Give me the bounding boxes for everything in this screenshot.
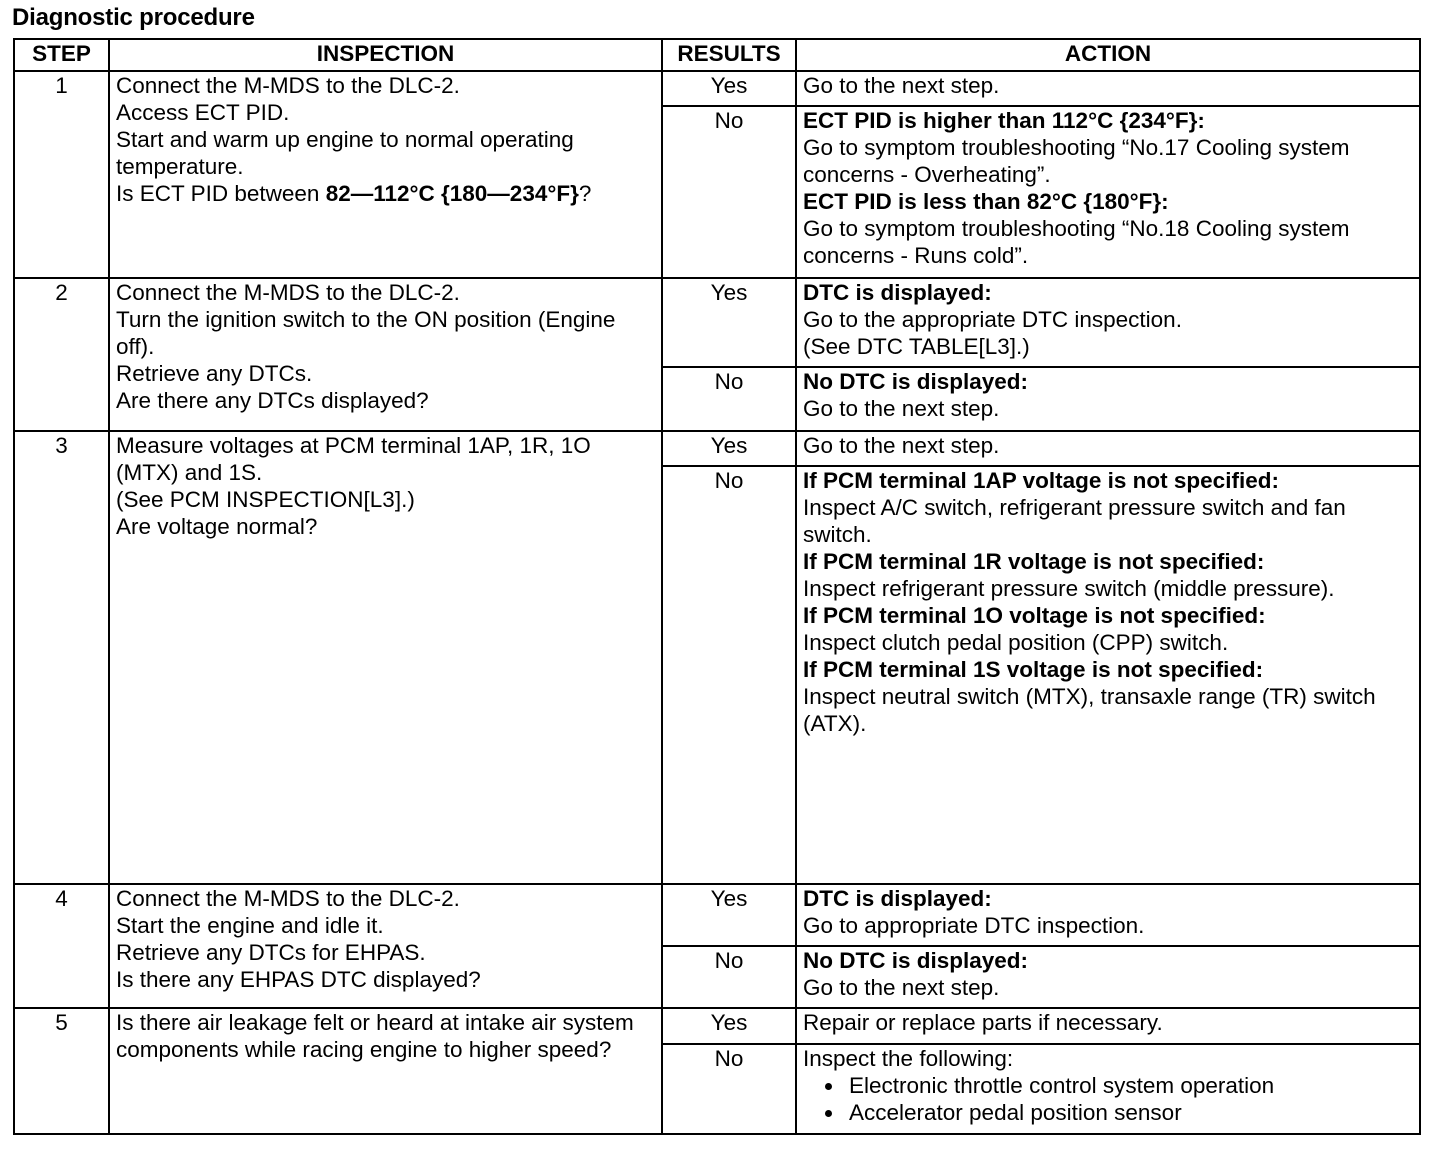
- diagnostic-procedure-table: [13, 38, 1421, 1135]
- action-text: Go to symptom troubleshooting “No.18 Cooling system concerns - Runs cold”.: [803, 216, 1350, 269]
- inspection-line: Connect the M-MDS to the DLC-2.: [116, 885, 460, 911]
- inspection-line: Start the engine and idle it.: [116, 912, 384, 938]
- inspection-cell: [109, 71, 662, 278]
- result-yes: Yes: [662, 71, 796, 106]
- inspection-cell: [109, 278, 662, 431]
- action-cell: Go to the next step.: [796, 431, 1420, 466]
- page-title: Diagnostic procedure: [12, 4, 255, 31]
- action-text: Inspect neutral switch (MTX), transaxle range (TR) switch (ATX).: [803, 683, 1376, 736]
- result-no: No: [662, 367, 796, 430]
- header-row: [14, 39, 1420, 71]
- header-action: ACTION: [796, 39, 1420, 71]
- table-row: [14, 278, 1420, 367]
- action-cell: [796, 1044, 1420, 1134]
- action-text: Inspect A/C switch, refrigerant pressure switch and fan switch.: [803, 494, 1346, 547]
- action-cell: [796, 106, 1420, 278]
- list-item: • Accelerator pedal position sensor: [845, 1099, 1413, 1126]
- action-cell: Repair or replace parts if necessary.: [796, 1008, 1420, 1043]
- action-condition: If PCM terminal 1O voltage is not specified:: [803, 602, 1266, 628]
- action-condition: DTC is displayed:: [803, 280, 992, 306]
- step-number: 2: [14, 278, 109, 431]
- list-item: • Electronic throttle control system operation: [845, 1072, 1413, 1099]
- action-condition: If PCM terminal 1R voltage is not specified:: [803, 548, 1265, 574]
- result-yes: Yes: [662, 884, 796, 946]
- action-cell: [796, 884, 1420, 946]
- action-condition: ECT PID is higher than 112°C {234°F}:: [803, 108, 1205, 134]
- action-cell: [796, 367, 1420, 430]
- inspection-question: Is there air leakage felt or heard at intake air system components while racing engine to higher speed?: [109, 1008, 662, 1134]
- inspection-line: Retrieve any DTCs for EHPAS.: [116, 939, 426, 965]
- table-row: [14, 71, 1420, 106]
- action-text: Go to the next step.: [803, 975, 1000, 1001]
- action-condition: ECT PID is less than 82°C {180°F}:: [803, 189, 1169, 215]
- header-step: STEP: [14, 39, 109, 71]
- step-number: 4: [14, 884, 109, 1009]
- question-text: Is ECT PID between: [116, 181, 326, 207]
- action-text: Inspect refrigerant pressure switch (middle pressure).: [803, 575, 1335, 601]
- action-text: Go to symptom troubleshooting “No.17 Cooling system concerns - Overheating”.: [803, 135, 1350, 188]
- header-inspection: INSPECTION: [109, 39, 662, 71]
- table-row: [14, 1008, 1420, 1043]
- inspection-line: Connect the M-MDS to the DLC-2.: [116, 280, 460, 306]
- action-text: (See DTC TABLE[L3].): [803, 334, 1030, 360]
- inspection-line: (See PCM INSPECTION[L3].): [116, 486, 415, 512]
- inspection-cell: [109, 884, 662, 1009]
- question-range: 82—112°C {180—234°F}: [325, 181, 579, 207]
- action-cell: [796, 278, 1420, 367]
- table-row: [14, 431, 1420, 466]
- inspection-line: Turn the ignition switch to the ON position (Engine off).: [116, 307, 616, 360]
- result-no: No: [662, 106, 796, 278]
- inspection-cell: [109, 431, 662, 884]
- inspection-question: Are voltage normal?: [116, 513, 318, 539]
- action-text: Go to appropriate DTC inspection.: [803, 912, 1145, 938]
- header-results: RESULTS: [662, 39, 796, 71]
- inspection-question: Are there any DTCs displayed?: [116, 388, 429, 414]
- inspection-line: Retrieve any DTCs.: [116, 361, 313, 387]
- action-text: Go to the appropriate DTC inspection.: [803, 307, 1182, 333]
- inspection-line: Connect the M-MDS to the DLC-2.: [116, 73, 460, 99]
- inspect-list: [803, 1072, 1413, 1126]
- result-yes: Yes: [662, 278, 796, 367]
- action-cell: [796, 466, 1420, 884]
- action-condition: DTC is displayed:: [803, 885, 992, 911]
- action-cell: Go to the next step.: [796, 71, 1420, 106]
- action-condition: If PCM terminal 1AP voltage is not specified:: [803, 467, 1279, 493]
- inspection-line: Measure voltages at PCM terminal 1AP, 1R, 1O (MTX) and 1S.: [116, 432, 591, 485]
- inspection-line: Access ECT PID.: [116, 100, 290, 126]
- action-condition: No DTC is displayed:: [803, 948, 1029, 974]
- action-condition: No DTC is displayed:: [803, 369, 1029, 395]
- result-yes: Yes: [662, 431, 796, 466]
- result-no: No: [662, 466, 796, 884]
- action-text: Inspect clutch pedal position (CPP) switch.: [803, 629, 1229, 655]
- result-yes: Yes: [662, 1008, 796, 1043]
- question-end: ?: [578, 181, 592, 207]
- step-number: 1: [14, 71, 109, 278]
- action-text: Inspect the following:: [803, 1045, 1014, 1071]
- result-no: No: [662, 946, 796, 1008]
- action-cell: [796, 946, 1420, 1008]
- inspection-line: Start and warm up engine to normal operating temperature.: [116, 127, 574, 180]
- inspection-question: [116, 180, 655, 207]
- table-row: [14, 884, 1420, 946]
- action-condition: If PCM terminal 1S voltage is not specified:: [803, 656, 1264, 682]
- step-number: 3: [14, 431, 109, 884]
- action-text: Go to the next step.: [803, 396, 1000, 422]
- inspection-question: Is there any EHPAS DTC displayed?: [116, 966, 481, 992]
- step-number: 5: [14, 1008, 109, 1134]
- result-no: No: [662, 1044, 796, 1134]
